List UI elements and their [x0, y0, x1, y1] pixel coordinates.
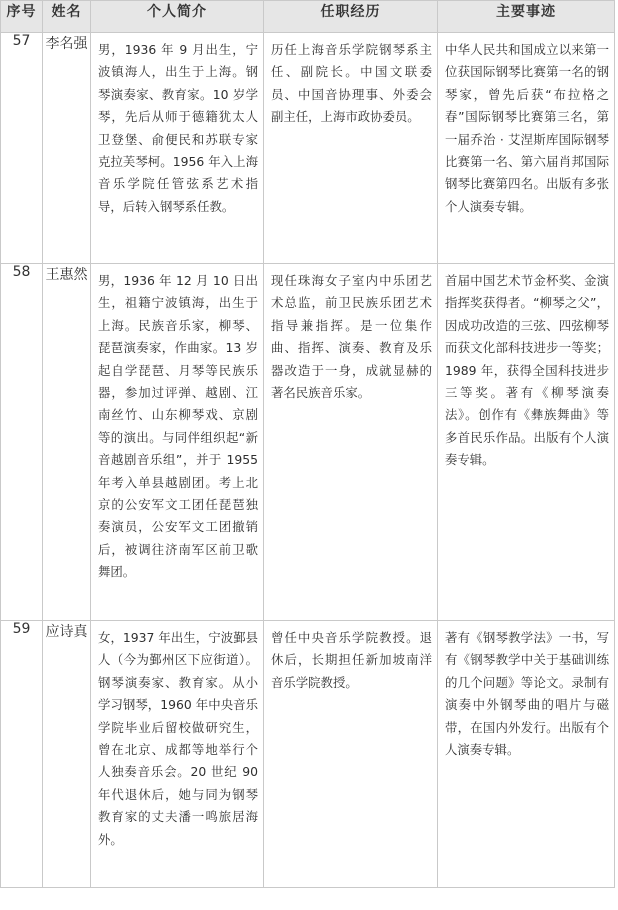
row-name: 王惠然	[43, 264, 91, 621]
row-bio: 男，1936 年 12 月 10 日出生，祖籍宁波镇海，出生于上海。民族音乐家，柳琴、琵琶演奏家，作曲家。13 岁起自学琵琶、月琴等民族乐器，参加过评弹、越剧、江南丝竹、山东柳琴戏、京剧等的演出。与同伴组织起“新音越剧音乐组”，并于 1955 年考入单县越剧团。考上北京的公安军文工团任琵琶独奏演员，公安军文工团撤销后，被调往济南军区前卫歌舞团。	[98, 273, 258, 580]
row-name: 应诗真	[43, 621, 91, 888]
row-name: 李名强	[43, 33, 91, 264]
row-positions-cell	[264, 621, 438, 888]
row-index: 57	[1, 33, 43, 264]
table-row	[1, 264, 615, 621]
row-bio-cell	[91, 264, 264, 621]
table-row	[1, 33, 615, 264]
row-index: 59	[1, 621, 43, 888]
row-positions-cell	[264, 264, 438, 621]
row-positions: 现任珠海女子室内中乐团艺术总监，前卫民族乐团艺术指导兼指挥。是一位集作曲、指挥、演奏、教育及乐器改造于一身，成就显赫的著名民族音乐家。	[271, 273, 432, 401]
header-achievements: 主要事迹	[438, 1, 615, 33]
row-achievements: 著有《钢琴教学法》一书，写有《钢琴教学中关于基础训练的几个问题》等论文。录制有演奏中外钢琴曲的唱片与磁带，在国内外发行。出版有个人演奏专辑。	[445, 630, 609, 758]
row-positions-cell	[264, 33, 438, 264]
header-positions: 任职经历	[264, 1, 438, 33]
row-bio-cell	[91, 621, 264, 888]
header-row	[1, 1, 615, 33]
row-bio-cell	[91, 33, 264, 264]
header-name: 姓名	[43, 1, 91, 33]
row-achievements-cell	[438, 33, 615, 264]
table-row	[1, 621, 615, 888]
row-positions: 曾任中央音乐学院教授。退休后，长期担任新加坡南洋音乐学院教授。	[271, 630, 432, 690]
row-achievements: 首届中国艺术节金杯奖、金演指挥奖获得者。“柳琴之父”，因成功改造的三弦、四弦柳琴而获文化部科技进步一等奖；1989 年，获得全国科技进步三等奖。著有《柳琴演奏法》。创作有《彝族舞曲》等多首民乐作品。出版有个人演奏专辑。	[445, 273, 609, 468]
row-index: 58	[1, 264, 43, 621]
row-bio: 女，1937 年出生，宁波鄞县人（今为鄞州区下应街道）。钢琴演奏家、教育家。从小学习钢琴，1960 年中央音乐学院毕业后留校做研究生，曾在北京、成都等地举行个人独奏音乐会。20 世纪 90 年代退休后，她与同为钢琴教育家的丈夫潘一鸣旅居海外。	[98, 630, 258, 847]
header-bio: 个人简介	[91, 1, 264, 33]
row-achievements: 中华人民共和国成立以来第一位获国际钢琴比赛第一名的钢琴家，曾先后获“布拉格之春”国际钢琴比赛第三名，第一届乔治 · 艾涅斯库国际钢琴比赛第一名、第六届肖邦国际钢琴比赛第四名。出版有多张个人演奏专辑。	[445, 42, 609, 214]
row-achievements-cell	[438, 621, 615, 888]
header-index: 序号	[1, 1, 43, 33]
row-achievements-cell	[438, 264, 615, 621]
row-bio: 男，1936 年 9 月出生，宁波镇海人，出生于上海。钢琴演奏家、教育家。10 岁学琴，先后从师于德籍犹太人卫登堡、俞便民和苏联专家克拉芙琴柯。1956 年入上海音乐学院任管弦系艺术指导，后转入钢琴系任教。	[98, 42, 258, 214]
row-positions: 历任上海音乐学院钢琴系主任、副院长。中国文联委员、中国音协理事、外委会副主任，上海市政协委员。	[271, 42, 432, 125]
